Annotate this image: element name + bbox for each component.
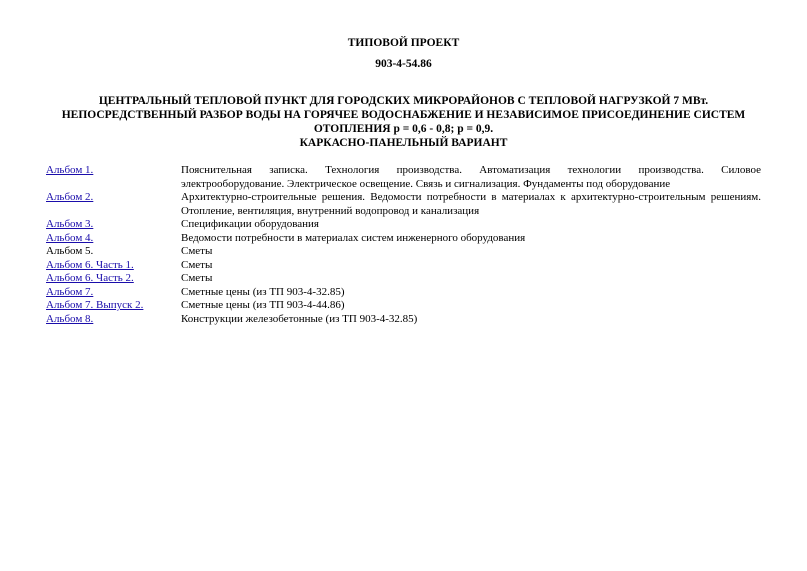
album-link[interactable]: Альбом 6. Часть 1. [46,258,134,271]
subtitle-line: НЕПОСРЕДСТВЕННЫЙ РАЗБОР ВОДЫ НА ГОРЯЧЕЕ ВОДОСНАБЖЕНИЕ И НЕЗАВИСИМОЕ ПРИСОЕДИНЕНИЕ СИСТЕМ ОТОПЛЕНИЯ р = 0,6 - 0,8; р = 0,9. [61,109,746,135]
project-code: 903-4-54.86 [375,58,432,70]
album-row [46,272,761,286]
album-row [46,245,761,259]
album-description: Пояснительная записка. Технология производства. Автоматизация технологии производства. Силовое электрооборудование. Электрическое освещение. Связь и сигнализация. Фундаменты под оборудование [181,164,761,190]
album-label: Альбом 5. [46,245,94,257]
album-row [46,191,761,218]
album-description: Спецификации оборудования [181,218,319,230]
album-description: Сметные цены (из ТП 903-4-32.85) [181,285,345,298]
document-title: ТИПОВОЙ ПРОЕКТ [347,37,460,49]
project-subtitle [36,94,771,150]
album-link[interactable]: Альбом 7. Выпуск 2. [46,299,144,311]
album-link[interactable]: Альбом 3. [46,218,94,230]
album-description: Конструкции железобетонные (из ТП 903-4-32.85) [181,312,418,325]
album-description: Ведомости потребности в материалах систем инженерного оборудования [181,231,526,244]
album-description: Сметы [181,245,213,257]
subtitle-line: КАРКАСНО-ПАНЕЛЬНЫЙ ВАРИАНТ [299,137,508,149]
album-row [46,259,761,273]
album-row [46,218,761,232]
subtitle-line: ЦЕНТРАЛЬНЫЙ ТЕПЛОВОЙ ПУНКТ ДЛЯ ГОРОДСКИХ МИКРОРАЙОНОВ С ТЕПЛОВОЙ НАГРУЗКОЙ 7 МВт. [98,95,709,107]
album-description: Сметы [181,272,213,284]
album-link[interactable]: Альбом 6. Часть 2. [46,272,134,284]
album-description: Сметные цены (из ТП 903-4-44.86) [181,299,345,311]
album-list [46,164,761,326]
album-row [46,286,761,300]
album-row [46,164,761,191]
album-row [46,232,761,246]
album-link[interactable]: Альбом 7. [46,285,94,298]
album-link[interactable]: Альбом 1. [46,164,94,176]
album-link[interactable]: Альбом 8. [46,312,94,325]
album-row [46,299,761,313]
album-link[interactable]: Альбом 4. [46,231,94,244]
album-description: Сметы [181,258,213,271]
album-link[interactable]: Альбом 2. [46,191,94,203]
album-description: Архитектурно-строительные решения. Ведомости потребности в материалах к архитектурно-строительным решениям. Отопление, вентиляция, внутренний водопровод и канализация [181,191,761,217]
album-row [46,313,761,327]
